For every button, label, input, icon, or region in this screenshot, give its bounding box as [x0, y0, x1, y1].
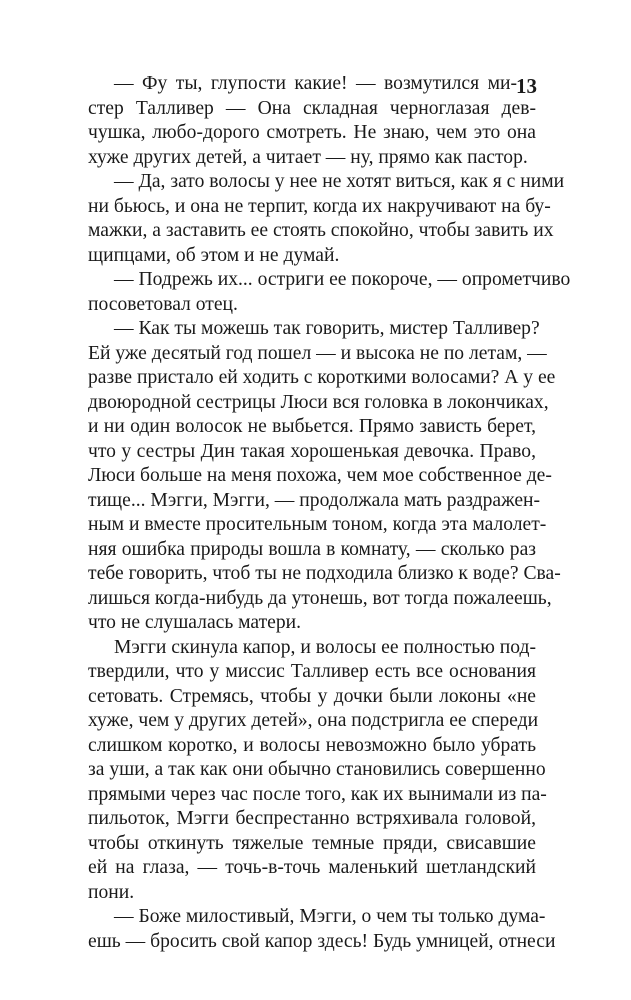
text-line: ешь — бросить свой капор здесь! Будь умницей, отнеси	[88, 930, 556, 952]
text-line: сетовать. Стремясь, чтобы у дочки были локоны «не	[88, 685, 536, 707]
text-line: ни бьюсь, и она не терпит, когда их накручивают на бу-	[88, 195, 551, 217]
text-line: — Боже милостивый, Мэгги, о чем ты только дума-	[114, 906, 546, 927]
body-text	[88, 72, 571, 954]
page-number: 13	[516, 74, 537, 98]
text-line: разве пристало ей ходить с короткими волосами? А у ее	[88, 367, 556, 388]
text-line: щипцами, об этом и не думай.	[88, 244, 340, 266]
text-line: твердили, что у миссис Талливер есть все основания	[88, 661, 536, 682]
text-line: хуже других детей, а читает — ну, прямо как пастор.	[88, 146, 528, 168]
text-line: пильоток, Мэгги беспрестанно встряхивала головой,	[88, 808, 536, 829]
text-line: — Как ты можешь так говорить, мистер Талливер?	[114, 318, 540, 339]
text-line: ей на глаза, — точь-в-точь маленький шетландский	[88, 857, 536, 878]
text-line: за уши, а так как они обычно становились совершенно	[88, 759, 546, 780]
text-line: мажки, а заставить ее стоять спокойно, чтобы завить их	[88, 220, 554, 241]
text-line: Ей уже десятый год пошел — и высока не по летам, —	[88, 342, 547, 364]
text-line: что у сестры Дин такая хорошенькая девочка. Право,	[88, 440, 536, 462]
text-line: двоюродной сестрицы Люси вся головка в локончиках,	[88, 391, 549, 413]
text-line: тебе говорить, чтоб ты не подходила близко к воде? Сва-	[88, 563, 561, 584]
text-line: — Фу ты, глупости какие! — возмутился ми-	[114, 73, 517, 94]
text-line: стер Талливер — Она складная черноглазая дев-	[88, 97, 536, 119]
text-line: — Подрежь их... остриги ее покороче, — опрометчиво	[114, 269, 571, 290]
text-line: прямыми через час после того, как их вынимали из па-	[88, 783, 547, 805]
text-line: — Да, зато волосы у нее не хотят виться, как я с ними	[114, 171, 565, 192]
text-line: Мэгги скинула капор, и волосы ее полностью под-	[114, 636, 536, 658]
text-line: слишком коротко, и волосы невозможно было убрать	[88, 734, 536, 756]
text-line: пони.	[88, 881, 135, 903]
text-line: тище... Мэгги, Мэгги, — продолжала мать раздражен-	[88, 489, 541, 511]
text-line: лишься когда-нибудь да утонешь, вот тогда пожалеешь,	[88, 587, 552, 609]
text-line: чтобы откинуть тяжелые темные пряди, свисавшие	[88, 832, 536, 854]
text-line: ным и вместе просительным тоном, когда эта малолет-	[88, 514, 547, 535]
text-line: что не слушалась матери.	[88, 612, 302, 633]
text-line: хуже, чем у других детей», она подстригла ее спереди	[88, 710, 539, 731]
text-line: няя ошибка природы вошла в комнату, — сколько раз	[88, 538, 536, 560]
text-line: и ни один волосок не выбьется. Прямо зависть берет,	[88, 416, 536, 437]
text-line: чушка, любо-дорого смотреть. Не знаю, чем это она	[88, 122, 536, 143]
text-line: посоветовал отец.	[88, 293, 238, 315]
text-line: Люси больше на меня похожа, чем мое собственное де-	[88, 465, 552, 486]
